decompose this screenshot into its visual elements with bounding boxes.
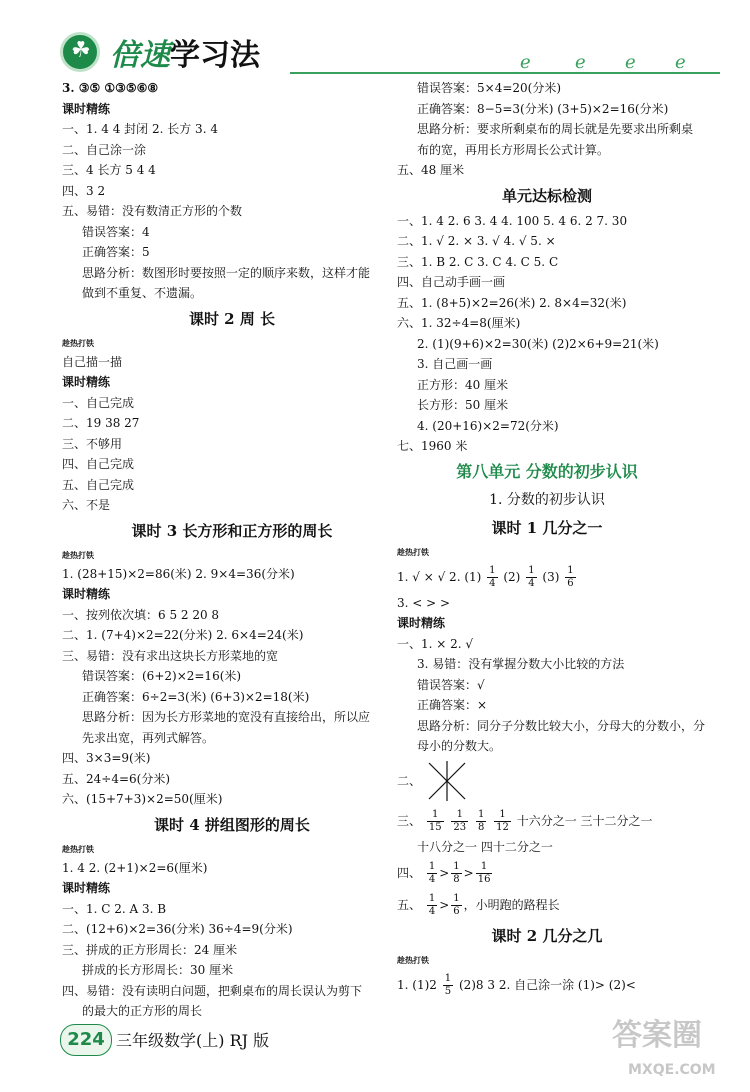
answer-line: 四、易错：没有读明白问题，把剩桌布的周长误认为剪下	[62, 983, 363, 998]
answer-line: 五、48 厘米	[397, 163, 465, 177]
answer-line: 五、 $\frac{1}{4}$ > $\frac{1}{6}$ ，小明跑的路程长	[397, 893, 560, 917]
answer-line	[397, 757, 697, 805]
denominator: 6	[567, 577, 574, 589]
answer-line: 四、 $\frac{1}{4}$ > $\frac{1}{8}$ > $\frac{1}{16}$	[397, 861, 491, 885]
lesson-title: 课时 1 几分之一	[491, 518, 603, 537]
answer-text: 四、	[397, 866, 422, 880]
answer-line: 自己描一描	[62, 354, 123, 369]
answer-line: 五、24÷4=6(分米)	[62, 771, 171, 786]
denominator: 4	[528, 577, 535, 589]
answer-line: 四、自己完成	[62, 457, 135, 471]
answer-line: 四、3×3=9(米)	[62, 751, 151, 765]
denominator: 5	[444, 986, 452, 997]
subsection-label: 课时精练	[62, 881, 111, 895]
answer-line: 一、自己完成	[62, 395, 135, 410]
numerator: 1	[451, 809, 468, 822]
answer-line: 错误答案：4	[82, 224, 150, 239]
answer-line	[397, 561, 697, 593]
scribble-icon: ℯ	[520, 52, 531, 73]
answer-line: 2. (1)(9+6)×2=30(米) (2)2×6+9=21(米)	[417, 336, 659, 351]
right-column	[397, 78, 706, 1001]
denominator: 23	[453, 821, 467, 833]
numerator: 1	[428, 893, 436, 904]
answer-line: 一、1. C 2. A 3. B	[62, 901, 167, 916]
lesson-title: 课时 3 长方形和正方形的周长	[131, 521, 333, 540]
answer-line: 二、19 38 27	[62, 416, 140, 430]
answer-line: 3. 自己画一画	[417, 357, 493, 371]
answer-line: 二、1. (7+4)×2=22(分米) 2. 6×4=24(米)	[62, 628, 304, 642]
fraction	[476, 861, 493, 886]
answer-line: 六、1. 32÷4=8(厘米)	[397, 316, 521, 330]
answer-line: 正确答案：5	[82, 245, 150, 259]
answer-line	[397, 805, 697, 837]
answer-line: 一、1. 4 4 封闭 2. 长方 3. 4	[62, 122, 218, 136]
subsection-label: 趁热打铁	[397, 955, 429, 965]
answer-line	[397, 969, 697, 1001]
answer-line: 正方形：40 厘米	[417, 377, 509, 392]
answer-text: 1. √ × √ 2. (1)	[397, 569, 482, 584]
answer-line: 3. ③⑤ ①③⑤⑥⑧	[62, 81, 159, 95]
denominator: 12	[496, 821, 509, 833]
lesson-title: 课时 2 周 长	[188, 309, 276, 328]
left-column	[62, 78, 402, 1022]
numerator: 1	[528, 564, 535, 576]
denominator: 6	[453, 906, 460, 917]
scribble-icon: ℯ	[675, 52, 686, 73]
numerator: 1	[444, 973, 452, 984]
fraction	[451, 809, 468, 834]
answer-line: 正确答案：8−5=3(分米) (3+5)×2=16(分米)	[417, 101, 669, 116]
unit-title: 第八单元 分数的初步认识	[456, 461, 638, 481]
subsection-label: 课时精练	[397, 616, 446, 630]
fraction	[565, 565, 575, 590]
fraction	[443, 973, 453, 998]
subsection-label: 趁热打铁	[397, 546, 429, 557]
fraction	[427, 861, 437, 886]
watermark-logo: 答案圈	[612, 1018, 702, 1053]
page-header	[0, 0, 750, 80]
answer-line: 3. < > >	[397, 595, 451, 610]
numerator: 1	[477, 808, 485, 820]
answer-line: 二、1. √ 2. × 3. √ 4. √ 5. ×	[397, 234, 556, 248]
answer-line: 错误答案：(6+2)×2=16(米)	[82, 669, 242, 683]
brand-part-a: 倍速	[110, 38, 170, 73]
answer-text: 五、	[397, 898, 422, 912]
fraction	[427, 809, 444, 834]
answer-line: 三、4 长方 5 4 4	[62, 163, 156, 177]
brand-title	[110, 30, 260, 74]
answer-text: 1. (1)2	[397, 978, 437, 992]
answer-text: (3)	[542, 569, 560, 584]
answer-line: 错误答案：5×4=20(分米)	[417, 81, 562, 95]
numerator: 1	[476, 861, 493, 874]
subsection-label: 趁热打铁	[62, 337, 94, 348]
answer-line: 先求出宽，再列式解答。	[82, 730, 215, 745]
answer-line: 的最大的正方形的周长	[82, 1004, 203, 1018]
answer-line: 六、(15+7+3)×2=50(厘米)	[62, 792, 223, 806]
answer-line: 三、拼成的正方形周长：24 厘米	[62, 942, 238, 957]
denominator: 8	[453, 874, 460, 885]
watermark-url: MXQE.COM	[628, 1062, 716, 1078]
brand-part-b: 学习法	[170, 38, 260, 73]
subsection-label: 课时精练	[62, 101, 111, 116]
answer-line: 做到不重复、不遗漏。	[82, 286, 203, 300]
answer-line: 二、(12+6)×2=36(分米) 36÷4=9(分米)	[62, 922, 293, 936]
answer-text: 十六分之一 三十二分之一	[516, 813, 653, 828]
numerator: 1	[453, 861, 460, 872]
answer-line: 一、1. 4 2. 6 3. 4 4. 100 5. 4 6. 2 7. 30	[397, 213, 628, 228]
answer-line: 错误答案：√	[417, 677, 485, 692]
denominator: 4	[428, 906, 436, 917]
fraction	[494, 809, 511, 834]
answer-text: (2)8 3 2. 自己涂一涂 (1)> (2)<	[458, 978, 636, 992]
lesson-title: 课时 4 拼组图形的周长	[154, 815, 310, 834]
section-title: 单元达标检测	[501, 186, 592, 205]
denominator: 4	[489, 577, 496, 589]
denominator: 8	[477, 821, 485, 833]
answer-line: 思路分析：要求所剩桌布的周长就是先要求出所剩桌	[417, 122, 694, 136]
answer-line: 拼成的长方形周长：30 厘米	[82, 963, 234, 977]
fraction	[476, 809, 486, 834]
answer-line: 思路分析：因为长方形菜地的宽没有直接给出，所以应	[82, 710, 371, 724]
answer-line: 六、不是	[62, 498, 111, 512]
answer-line: 五、1. (8+5)×2=26(米) 2. 8×4=32(米)	[397, 295, 627, 310]
answer-line: 布的宽，再用长方形周长公式计算。	[417, 142, 610, 157]
header-rule	[290, 72, 720, 74]
answer-line: 正确答案：6÷2=3(米) (6+3)×2=18(米)	[82, 689, 310, 704]
answer-text: (2)	[503, 569, 521, 584]
answer-line: 思路分析：同分子分数比较大小，分母大的分数小，分	[417, 718, 706, 733]
answer-line: 四、自己动手画一画	[397, 275, 506, 289]
answer-line: 1. (28+15)×2=86(米) 2. 9×4=36(分米)	[62, 566, 295, 581]
answer-line: 1. 4 2. (2+1)×2=6(厘米)	[62, 860, 208, 875]
scribble-icon: ℯ	[575, 52, 586, 73]
fraction	[427, 893, 437, 918]
answer-line: 母小的分数大。	[417, 739, 502, 753]
unit-subtitle: 1. 分数的初步认识	[489, 491, 605, 508]
denominator: 15	[428, 821, 442, 833]
answer-line: 三、不够用	[62, 436, 123, 451]
numerator: 1	[427, 809, 444, 822]
answer-line: 五、自己完成	[62, 477, 135, 492]
answer-line: 十八分之一 四十二分之一	[417, 839, 553, 854]
numerator: 1	[494, 809, 511, 822]
page-footer	[60, 1022, 700, 1062]
answer-line: 三、易错：没有求出这块长方形菜地的宽	[62, 648, 279, 663]
subsection-label: 趁热打铁	[62, 549, 94, 560]
subsection-label: 课时精练	[62, 587, 111, 601]
fraction	[451, 893, 461, 918]
subsection-label: 趁热打铁	[62, 843, 94, 854]
numerator: 1	[428, 861, 436, 872]
fraction	[487, 565, 497, 590]
fraction	[451, 861, 461, 886]
answer-line: 四、3 2	[62, 183, 106, 198]
scribble-icon: ℯ	[625, 52, 636, 73]
numerator: 1	[567, 564, 574, 576]
answer-line: 长方形：50 厘米	[417, 398, 509, 412]
page-number: 224	[60, 1024, 112, 1056]
numerator: 1	[489, 564, 496, 576]
denominator: 16	[477, 874, 491, 885]
answer-line: 二、自己涂一涂	[62, 142, 147, 157]
answer-line: 五、易错：没有数清正方形的个数	[62, 204, 243, 218]
answer-text: 二、	[397, 773, 422, 788]
answer-line: 一、1. × 2. √	[397, 636, 474, 651]
book-logo-icon	[60, 32, 100, 72]
answer-text: 三、	[397, 813, 422, 828]
answer-line: 3. 易错：没有掌握分数大小比较的方法	[417, 657, 625, 671]
answer-line: 正确答案：×	[417, 698, 488, 712]
denominator: 4	[428, 874, 436, 885]
answer-line: 一、按列依次填：6 5 2 20 8	[62, 607, 220, 622]
book-title: 三年级数学(上) RJ 版	[116, 1031, 270, 1050]
numerator: 1	[453, 893, 460, 904]
answer-line: 三、1. B 2. C 3. C 4. C 5. C	[397, 254, 559, 269]
answer-line: 4. (20+16)×2=72(分米)	[417, 418, 559, 433]
answer-text: ，小明跑的路程长	[463, 898, 560, 912]
lesson-title: 课时 2 几分之几	[491, 927, 603, 945]
fraction	[526, 565, 536, 590]
subsection-label: 课时精练	[62, 375, 111, 389]
answer-line: 七、1960 米	[397, 439, 468, 453]
matching-lines-diagram	[425, 759, 469, 803]
answer-line: 思路分析：数图形时要按照一定的顺序来数，这样才能	[82, 265, 371, 280]
